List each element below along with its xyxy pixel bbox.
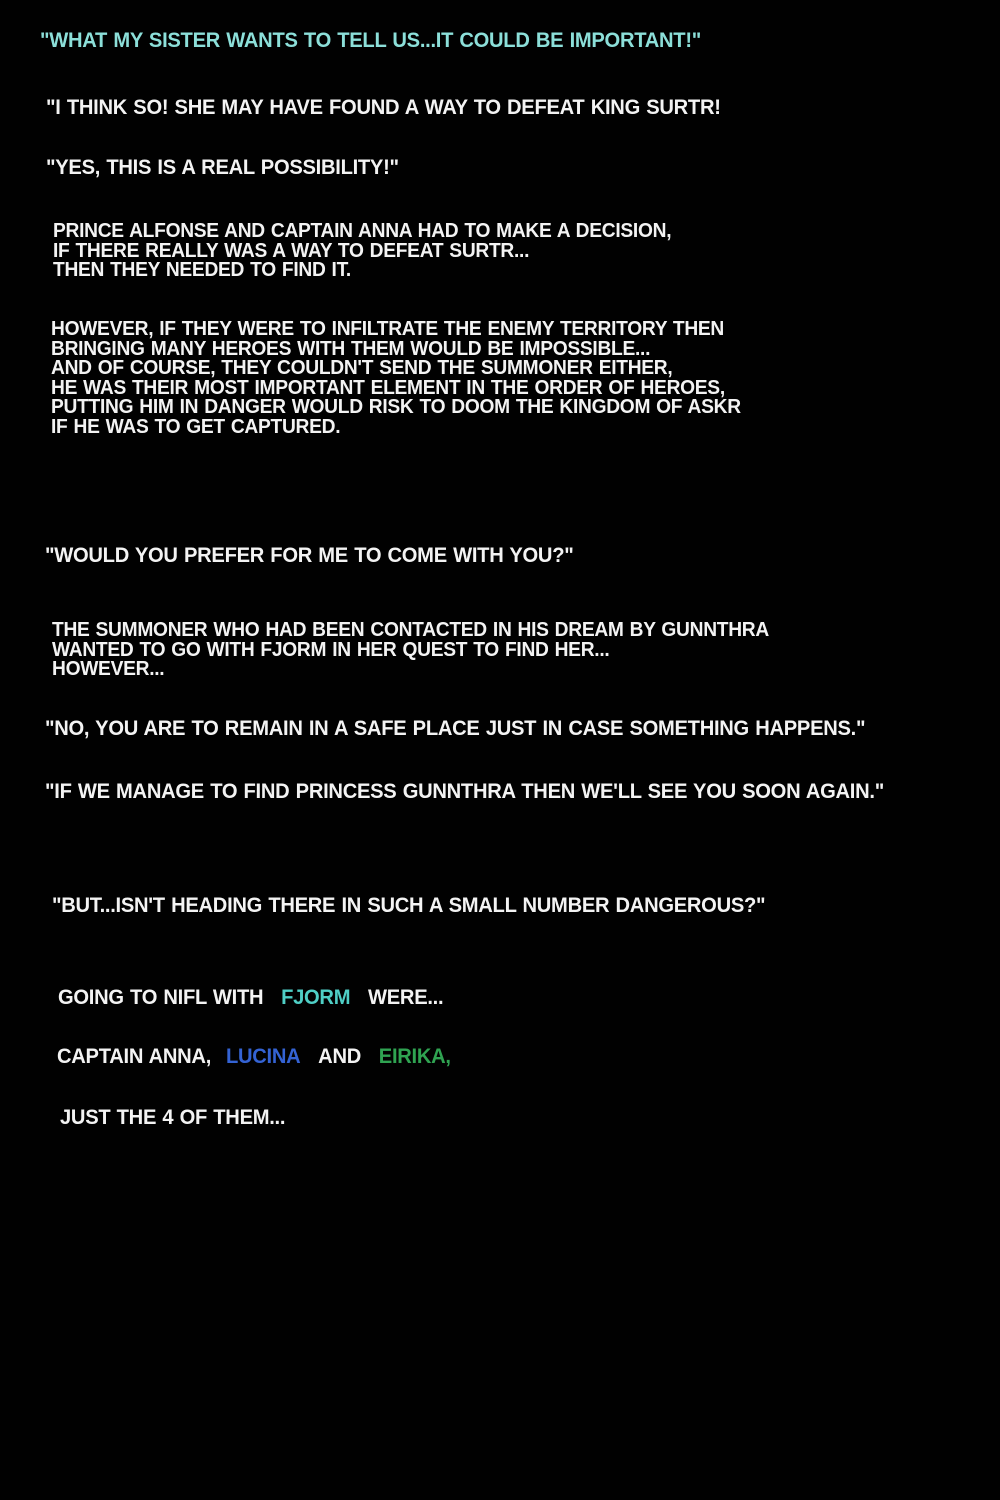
narration-line: IF HE WAS TO GET CAPTURED. <box>51 415 341 438</box>
narration-just-four: JUST THE 4 OF THEM... <box>60 1106 286 1129</box>
narration-line: HOWEVER, IF THEY WERE TO INFILTRATE THE ENEMY TERRITORY THEN <box>51 318 725 340</box>
narration-summoner-paragraph <box>52 621 769 680</box>
eirika-name: EIRIKA, <box>378 1045 451 1068</box>
narration-however-paragraph <box>51 320 741 437</box>
narration-going-to-nifl <box>58 988 443 1008</box>
narration-party-members <box>57 1047 451 1067</box>
captain-anna-name: CAPTAIN ANNA, <box>57 1045 212 1068</box>
narration-decision-paragraph <box>53 222 671 281</box>
fjorm-name: FJORM <box>281 986 351 1009</box>
narration-line: THEN THEY NEEDED TO FIND IT. <box>53 259 351 281</box>
narration-line: PUTTING HIM IN DANGER WOULD RISK TO DOOM THE KINGDOM OF ASKR <box>51 396 741 418</box>
party-and-text: AND <box>318 1045 362 1068</box>
narration-line: HOWEVER... <box>52 658 165 680</box>
narration-line: AND OF COURSE, THEY COULDN'T SEND THE SUMMONER EITHER, <box>51 357 673 379</box>
dialogue-real-possibility: "YES, THIS IS A REAL POSSIBILITY!" <box>46 156 399 179</box>
dialogue-think-so: "I THINK SO! SHE MAY HAVE FOUND A WAY TO DEFEAT KING SURTR! <box>46 96 721 119</box>
lucina-name: LUCINA <box>225 1045 301 1068</box>
dialogue-but-isnt-dangerous: "BUT...ISN'T HEADING THERE IN SUCH A SMALL NUMBER DANGEROUS?" <box>52 894 766 917</box>
dialogue-no-remain: "NO, YOU ARE TO REMAIN IN A SAFE PLACE JUST IN CASE SOMETHING HAPPENS." <box>45 717 866 740</box>
going-nifl-were: WERE... <box>368 986 444 1009</box>
dialogue-sister-important: "WHAT MY SISTER WANTS TO TELL US...IT COULD BE IMPORTANT!" <box>40 29 702 52</box>
going-nifl-text: GOING TO NIFL WITH <box>58 986 264 1009</box>
narration-line: THE SUMMONER WHO HAD BEEN CONTACTED IN HIS DREAM BY GUNNTHRA <box>52 619 769 641</box>
dialogue-if-we-manage: "IF WE MANAGE TO FIND PRINCESS GUNNTHRA THEN WE'LL SEE YOU SOON AGAIN." <box>45 780 884 803</box>
narration-line: IF THERE REALLY WAS A WAY TO DEFEAT SURTR... <box>53 239 530 262</box>
narration-line: WANTED TO GO WITH FJORM IN HER QUEST TO FIND HER... <box>52 638 610 661</box>
narration-line: BRINGING MANY HEROES WITH THEM WOULD BE IMPOSSIBLE... <box>51 337 651 360</box>
dialogue-would-prefer: "WOULD YOU PREFER FOR ME TO COME WITH YOU?" <box>45 544 574 567</box>
narration-line: HE WAS THEIR MOST IMPORTANT ELEMENT IN THE ORDER OF HEROES, <box>51 376 725 399</box>
narration-line: PRINCE ALFONSE AND CAPTAIN ANNA HAD TO MAKE A DECISION, <box>53 220 672 242</box>
